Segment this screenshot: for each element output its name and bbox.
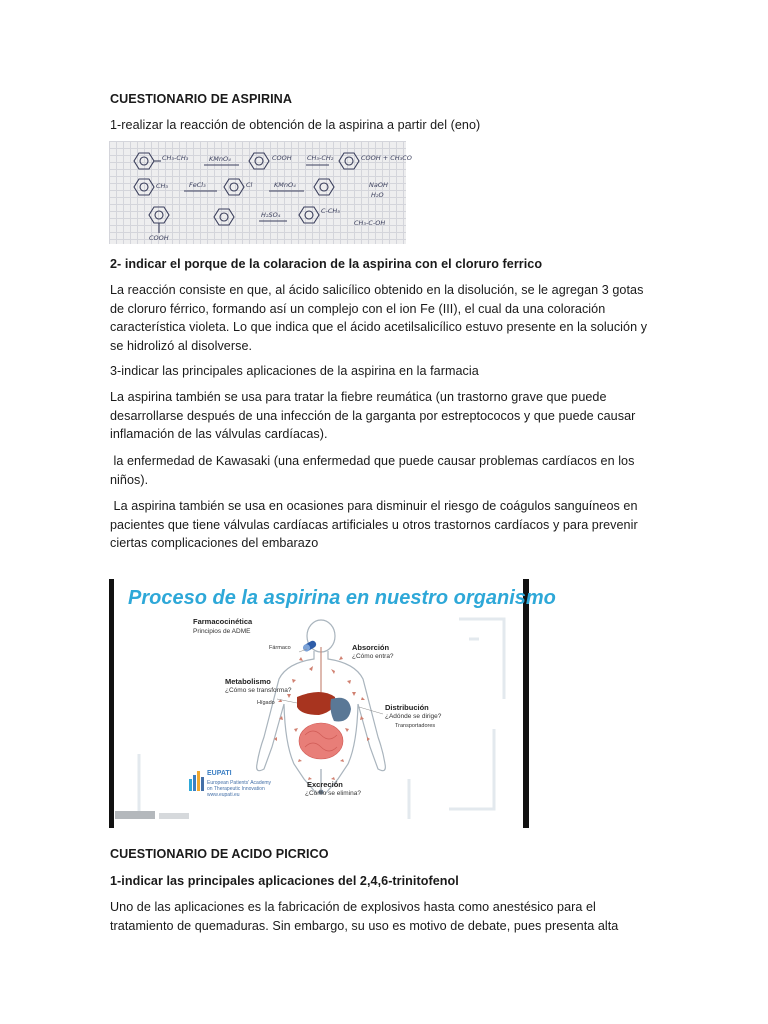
- reaction-drawing: [109, 141, 412, 244]
- picrico-answer-1: [110, 898, 660, 935]
- watermark: [115, 811, 189, 819]
- text-line: de cloruro férrico, formando así un complejo con el ion Fe (III), el cual da una coloración: [110, 301, 606, 316]
- benzene-ring-icon: [224, 179, 244, 195]
- text-line: La aspirina también se usa en ocasiones para disminuir el riesgo de coágulos sanguíneos en: [110, 499, 638, 513]
- metabolismo-label: Metabolismo: [225, 677, 271, 686]
- sketch-label: CH₃: [156, 182, 169, 190]
- eupati-logo-text: EUPATI: [207, 770, 232, 777]
- sketch-label: CH₃-CH₃: [162, 154, 189, 162]
- sketch-label: COOH: [149, 234, 169, 242]
- eupati-logo-icon: [189, 771, 204, 791]
- liver-icon: [297, 692, 335, 715]
- excrecion-question: ¿Cómo se elimina?: [305, 790, 361, 797]
- sketch-label: COOH + CH₃CO: [361, 154, 412, 162]
- benzene-ring-icon: [314, 179, 334, 195]
- aspirina-answer-2: [110, 281, 660, 356]
- aspirina-question-2: 2- indicar el porque de la colaracion de la aspirina con el cloruro ferrico: [110, 257, 543, 271]
- text-line: La aspirina también se usa para tratar la fiebre reumática (un trastorno grave que puede: [110, 390, 607, 404]
- pk-title: Farmacocinética: [193, 617, 253, 626]
- farmaco-label: Fármaco: [269, 645, 291, 651]
- sketch-label: C-CH₃: [321, 207, 340, 215]
- figure-title: Proceso de la aspirina en nuestro organismo: [128, 587, 556, 609]
- benzene-ring-icon: [339, 153, 359, 169]
- text-line: niños).: [110, 472, 149, 487]
- sketch-label: FeCl₃: [189, 181, 206, 189]
- benzene-ring-icon: [134, 179, 154, 195]
- aspirina-answer-3b: [110, 452, 660, 489]
- distribution-arrows: [274, 656, 370, 780]
- benzene-ring-icon: [134, 153, 154, 169]
- aspirina-answer-3a: [110, 388, 660, 444]
- text-line: La reacción consiste en que, al ácido salicílico obtenido en la disolución, se le agregan 3 gotas: [110, 283, 644, 297]
- benzene-ring-icon: [299, 207, 319, 223]
- absorcion-question: ¿Cómo entra?: [352, 653, 394, 660]
- excrecion-label: Excreción: [307, 780, 343, 789]
- text-line: Uno de las aplicaciones es la fabricación de explosivos hasta como anestésico para el: [110, 900, 596, 914]
- aspirina-heading: CUESTIONARIO DE ASPIRINA: [110, 92, 292, 106]
- picrico-heading: CUESTIONARIO DE ACIDO PICRICO: [110, 847, 329, 861]
- text-line: desarrollarse después de una infección de la garganta por estreptococos y que puede causar: [110, 408, 636, 423]
- text-line: característica violeta. Lo que indica que el ácido acetilsalicílico estuvo presente en la solución y: [110, 320, 648, 335]
- aspirina-question-1: 1-realizar la reacción de obtención de la aspirina a partir del (eno): [110, 118, 481, 132]
- intestine-icon: [299, 723, 343, 759]
- sketch-label: H₂SO₄: [261, 211, 281, 219]
- sketch-label: COOH: [272, 154, 292, 162]
- sketch-label: NaOH: [369, 181, 388, 189]
- benzene-ring-icon: [149, 207, 169, 223]
- higado-label: Hígado: [257, 700, 275, 706]
- sketch-label: KMnO₄: [209, 155, 231, 163]
- text-line: pacientes que tiene válvulas cardíacas artificiales u otros trastornos cardíacos y para prevenir: [110, 517, 638, 532]
- sketch-label: H₂O: [371, 191, 384, 199]
- sketch-label: CH₃-CH₂: [307, 154, 334, 162]
- benzene-ring-icon: [214, 209, 234, 225]
- text-line: la enfermedad de Kawasaki (una enfermedad que puede causar problemas cardíacos en los: [110, 454, 635, 468]
- distribucion-label: Distribución: [385, 703, 429, 712]
- metabolismo-question: ¿Cómo se transforma?: [225, 687, 292, 694]
- pk-subtitle: Principios de ADME: [193, 628, 251, 635]
- aspirina-answer-3c: [110, 497, 660, 553]
- absorcion-label: Absorción: [352, 643, 390, 652]
- aspirin-process-infographic: [109, 579, 556, 828]
- aspirina-question-3: 3-indicar las principales aplicaciones de la aspirina en la farmacia: [110, 364, 479, 378]
- handwritten-reaction-image: [109, 141, 412, 244]
- text-line: se hidrolizó al disolverse.: [110, 339, 253, 354]
- sketch-label: Cl: [246, 181, 253, 189]
- stomach-icon: [330, 698, 351, 722]
- benzene-ring-icon: [249, 153, 269, 169]
- text-line: tratamiento de quemaduras. Sin embargo, su uso es motivo de debate, pues presenta alta: [110, 918, 619, 933]
- text-line: ciertas complicaciones del embarazo: [110, 536, 319, 551]
- distribucion-question: ¿Adónde se dirige?: [385, 713, 442, 720]
- text-line: inflamación de las válvulas cardíacas).: [110, 427, 328, 442]
- eupati-logo-subtext: on Therapeutic Innovation: [207, 786, 265, 792]
- eupati-logo-subtext: European Patients' Academy: [207, 780, 272, 786]
- sketch-label: KMnO₄: [274, 181, 296, 189]
- sketch-label: CH₃-C-OH: [354, 219, 386, 227]
- transportadores-label: Transportadores: [395, 723, 436, 729]
- eupati-logo-url: www.eupati.eu: [207, 792, 240, 798]
- picrico-question-1: 1-indicar las principales aplicaciones del 2,4,6-trinitofenol: [110, 874, 459, 888]
